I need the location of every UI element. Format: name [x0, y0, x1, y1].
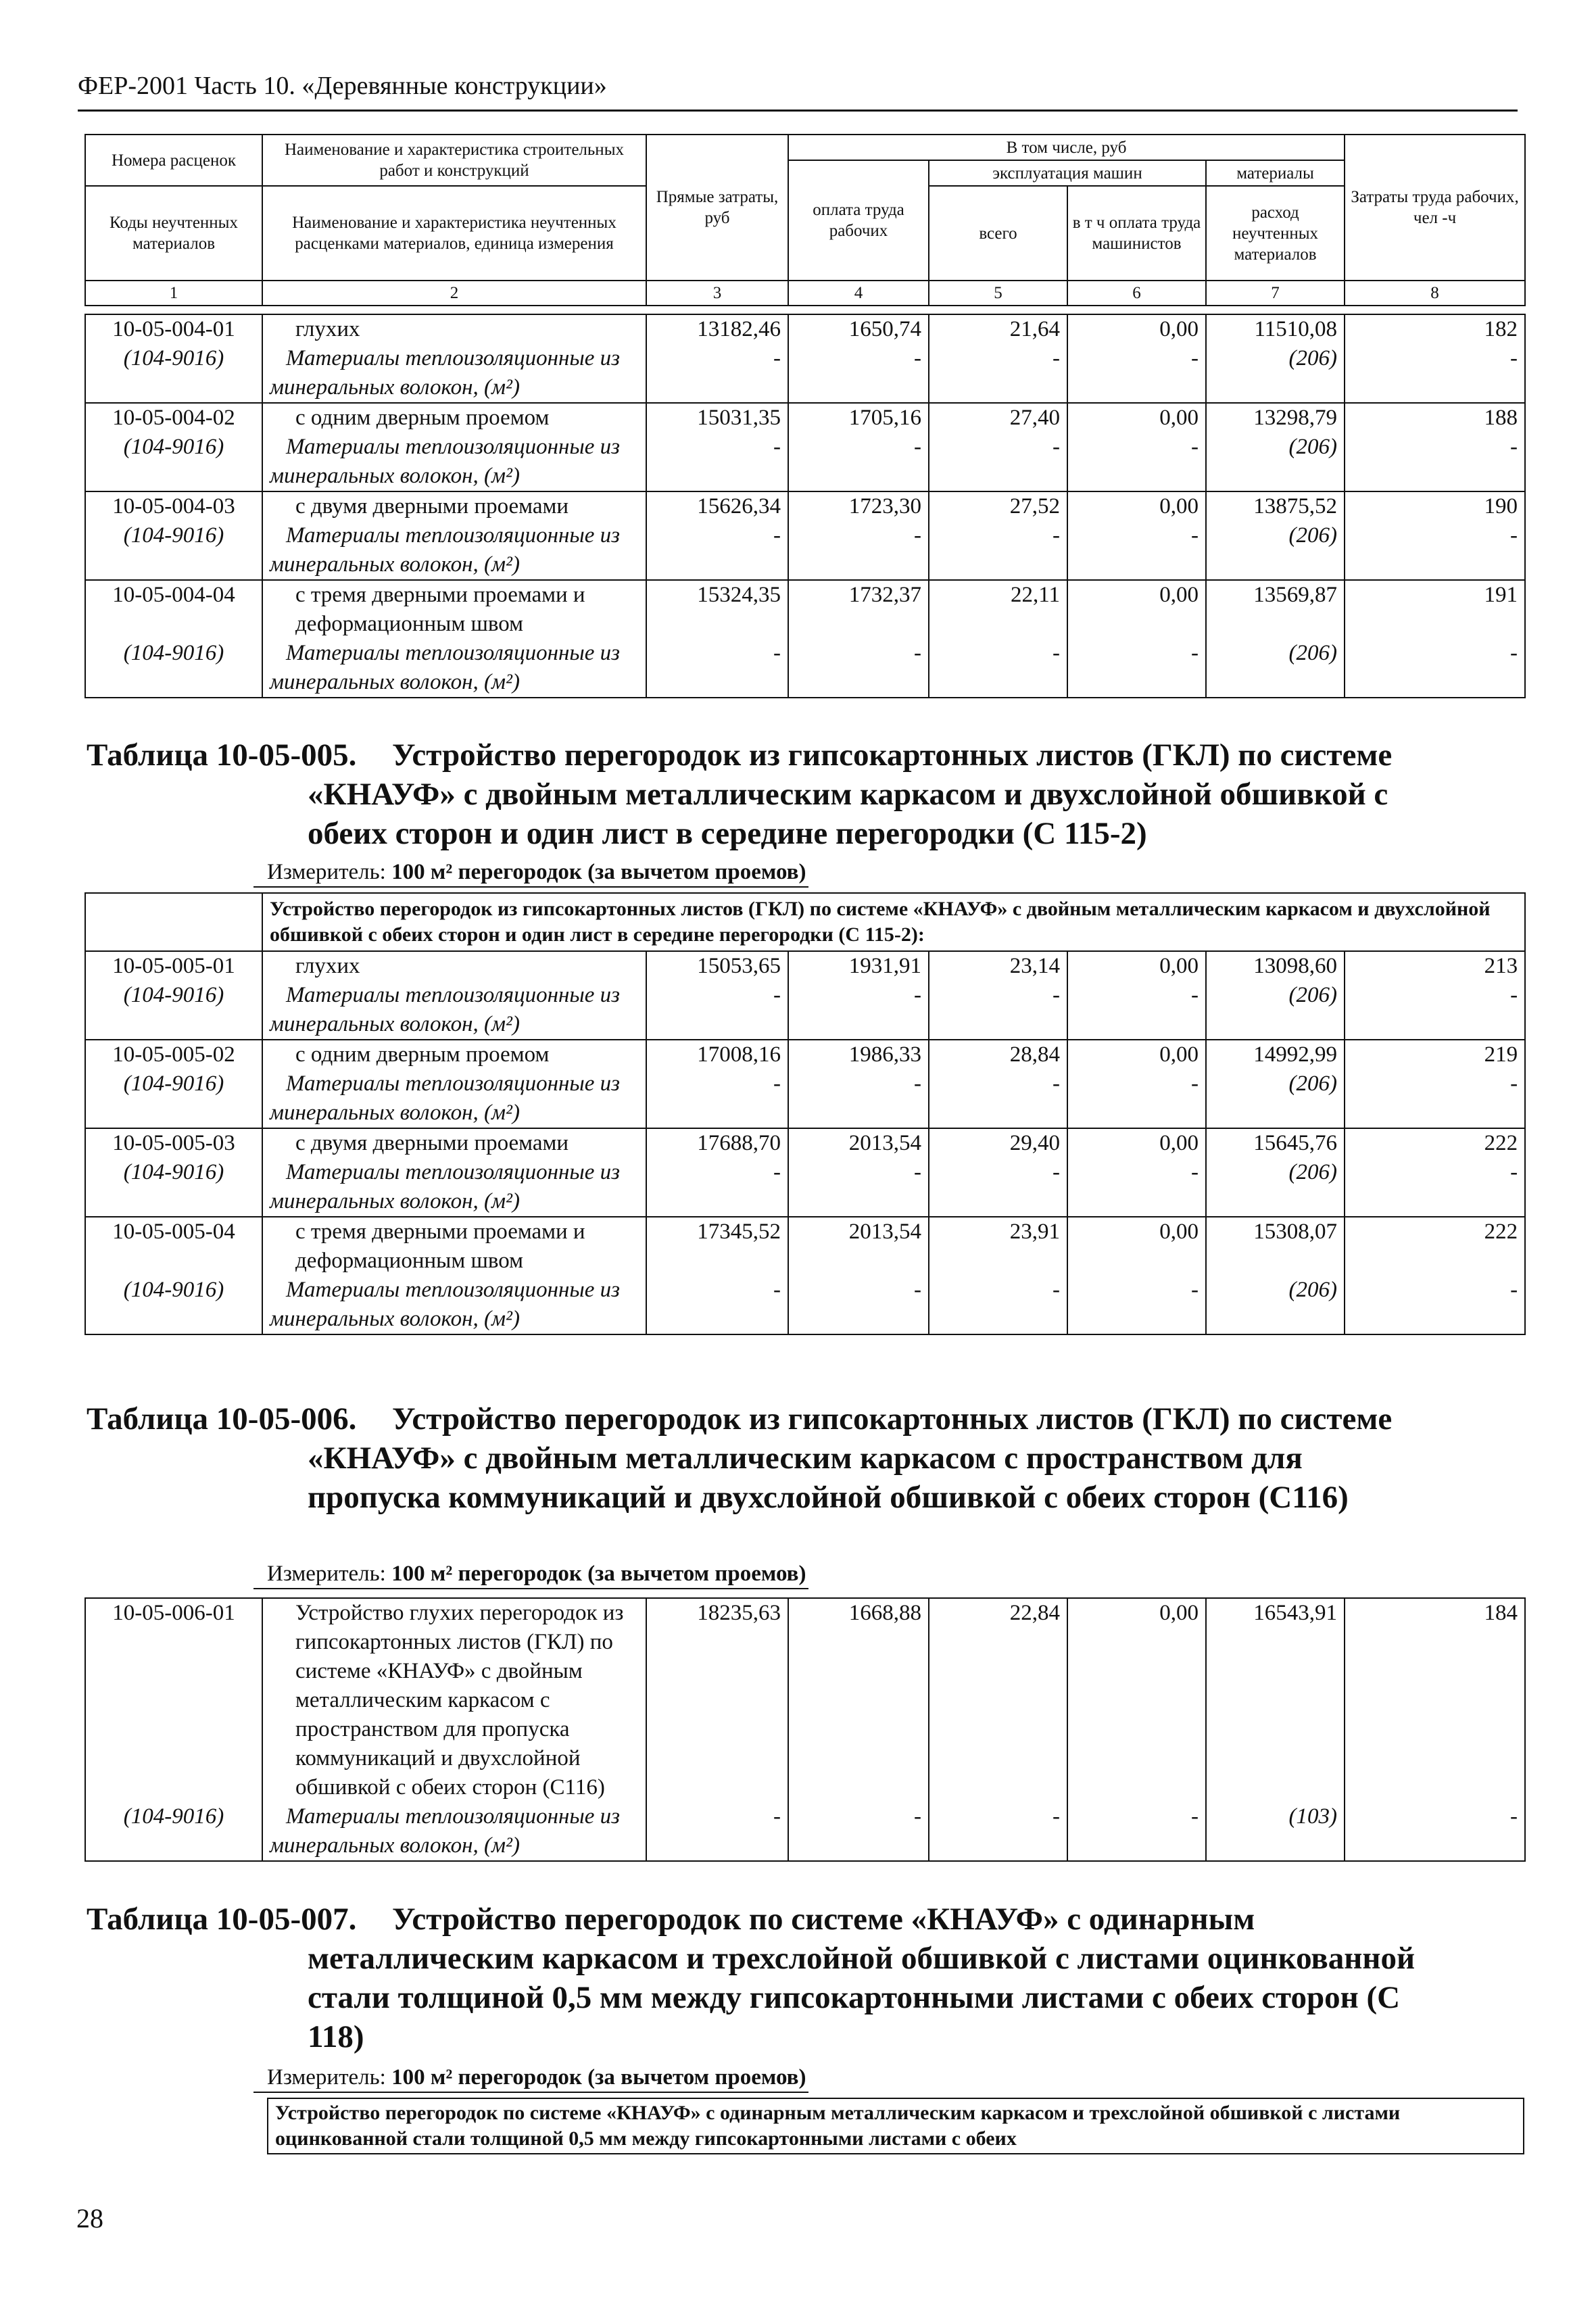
measure-prefix: Измеритель:: [267, 860, 392, 884]
material-usage: (206): [1206, 344, 1345, 403]
material-name: Материалы теплоизоляционные из минеральных волокон, (м²): [262, 1802, 646, 1861]
table-10-05-007: [267, 2098, 1524, 2154]
col-vtch: в т ч оплата труда машинистов: [1067, 186, 1206, 281]
measure-value: 100 м² перегородок (за вычетом проемов): [391, 1562, 806, 1586]
material-usage: (206): [1206, 639, 1345, 698]
col-naim2: Наименование и характеристика неучтенных расценками материалов, единица измерения: [262, 186, 646, 281]
machinists-dash: -: [1067, 1276, 1206, 1334]
hours-dash: -: [1345, 1069, 1525, 1128]
table-10-05-004: [84, 314, 1526, 698]
material-usage: (103): [1206, 1802, 1345, 1861]
material-usage: (206): [1206, 1069, 1345, 1128]
direct-dash: -: [646, 521, 788, 580]
col-oplata: оплата труда рабочих: [788, 160, 929, 281]
work-name: Устройство глухих перегородок из гипсокартонных листов (ГКЛ) по системе «КНАУФ» с двойным металлическим каркасом с пространством для пропуска коммуникаций и двухслойной обшивкой с обеих сторон (С116): [262, 1598, 646, 1802]
materials-cost: 15308,07: [1206, 1217, 1345, 1276]
direct-costs: 17008,16: [646, 1040, 788, 1069]
table-row: [85, 580, 1525, 639]
col-rashod: расход неучтенных материалов: [1206, 186, 1345, 281]
table-row: [85, 1128, 1525, 1158]
hours-dash: -: [1345, 1802, 1525, 1861]
direct-dash: -: [646, 1158, 788, 1217]
table-row: [85, 951, 1525, 981]
rate-code: 10-05-004-01: [85, 314, 262, 344]
table-row: [85, 1040, 1525, 1069]
labor-pay: 1723,30: [788, 491, 929, 521]
machinists-dash: -: [1067, 639, 1206, 698]
labor-dash: -: [788, 1276, 929, 1334]
col-pryamye: Прямые затраты, руб: [646, 135, 788, 281]
labor-dash: -: [788, 344, 929, 403]
material-usage: (206): [1206, 521, 1345, 580]
col-num-1: 1: [85, 281, 262, 306]
labor-hours: 222: [1345, 1217, 1525, 1276]
machines-dash: -: [929, 344, 1067, 403]
direct-dash: -: [646, 639, 788, 698]
rows-004: [85, 314, 1525, 698]
col-kody: Коды неучтенных материалов: [85, 186, 262, 281]
materials-cost: 11510,08: [1206, 314, 1345, 344]
work-name: с одним дверным проемом: [262, 1040, 646, 1069]
labor-hours: 184: [1345, 1598, 1525, 1802]
rate-code: 10-05-004-04: [85, 580, 262, 639]
table-desc: Устройство перегородок из гипсокартонных листов (ГКЛ) по системе «КНАУФ» с двойным металлическим каркасом и двухслойной обшивкой с обеих сторон и один лист в середине перегородки (С 115-2):: [262, 893, 1525, 951]
hours-dash: -: [1345, 639, 1525, 698]
machines-total: 22,84: [929, 1598, 1067, 1802]
machines-total: 22,11: [929, 580, 1067, 639]
machinists-dash: -: [1067, 1802, 1206, 1861]
hours-dash: -: [1345, 521, 1525, 580]
machinists-dash: -: [1067, 1158, 1206, 1217]
column-header-table: [84, 134, 1526, 306]
machines-dash: -: [929, 521, 1067, 580]
col-naim: Наименование и характеристика строительных работ и конструкций: [262, 135, 646, 186]
direct-dash: -: [646, 981, 788, 1040]
rate-code: 10-05-005-04: [85, 1217, 262, 1276]
rate-code: 10-05-006-01: [85, 1598, 262, 1802]
work-name: с тремя дверными проемами и деформационным швом: [262, 580, 646, 639]
table-label: Таблица 10-05-007.: [87, 1902, 357, 1937]
materials-cost: 15645,76: [1206, 1128, 1345, 1158]
hours-dash: -: [1345, 433, 1525, 491]
direct-costs: 17345,52: [646, 1217, 788, 1276]
col-num-3: 3: [646, 281, 788, 306]
direct-costs: 18235,63: [646, 1598, 788, 1802]
material-code: (104-9016): [85, 1802, 262, 1861]
page-header: ФЕР-2001 Часть 10. «Деревянные конструкции»: [78, 72, 607, 100]
labor-dash: -: [788, 981, 929, 1040]
machinists-pay: 0,00: [1067, 314, 1206, 344]
hours-dash: -: [1345, 1276, 1525, 1334]
material-code: (104-9016): [85, 1276, 262, 1334]
machines-dash: -: [929, 1276, 1067, 1334]
machinists-dash: -: [1067, 1069, 1206, 1128]
labor-hours: 188: [1345, 403, 1525, 433]
table-row-material: [85, 521, 1525, 580]
direct-dash: -: [646, 1069, 788, 1128]
direct-costs: 17688,70: [646, 1128, 788, 1158]
direct-dash: -: [646, 1276, 788, 1334]
machines-total: 23,91: [929, 1217, 1067, 1276]
direct-costs: 15053,65: [646, 951, 788, 981]
table-10-05-005-title: [87, 735, 1526, 857]
labor-dash: -: [788, 521, 929, 580]
machines-dash: -: [929, 981, 1067, 1040]
labor-dash: -: [788, 1069, 929, 1128]
machinists-pay: 0,00: [1067, 1040, 1206, 1069]
labor-dash: -: [788, 433, 929, 491]
col-vtom: В том числе, руб: [788, 135, 1345, 160]
materials-cost: 13875,52: [1206, 491, 1345, 521]
table-title-text: Устройство перегородок по системе «КНАУФ» с одинарным металлическим каркасом и трехслойной обшивкой с листами оцинкованной стали толщиной 0,5 мм между гипсокартонными листами с обеих сторон (С 118): [308, 1902, 1416, 2054]
table-row-material: [85, 1069, 1525, 1128]
col-num-7: 7: [1206, 281, 1345, 306]
table-row-material: [85, 1158, 1525, 1217]
machinists-dash: -: [1067, 433, 1206, 491]
machinists-pay: 0,00: [1067, 1217, 1206, 1276]
machinists-dash: -: [1067, 344, 1206, 403]
material-usage: (206): [1206, 1158, 1345, 1217]
header-rule: [78, 110, 1518, 112]
machines-dash: -: [929, 1069, 1067, 1128]
table-row-material: [85, 344, 1525, 403]
work-name: с тремя дверными проемами и деформационным швом: [262, 1217, 646, 1276]
table-row-material: [85, 981, 1525, 1040]
labor-pay: 2013,54: [788, 1217, 929, 1276]
machinists-pay: 0,00: [1067, 491, 1206, 521]
work-name: с одним дверным проемом: [262, 403, 646, 433]
table-title-text: Устройство перегородок из гипсокартонных листов (ГКЛ) по системе «КНАУФ» с двойным металлическим каркасом и двухслойной обшивкой с обеих сторон и один лист в середине перегородки (С 115-2): [308, 738, 1393, 851]
material-code: (104-9016): [85, 981, 262, 1040]
material-name: Материалы теплоизоляционные из минеральных волокон, (м²): [262, 639, 646, 698]
col-materialy: материалы: [1206, 160, 1345, 186]
table-title-text: Устройство перегородок из гипсокартонных листов (ГКЛ) по системе «КНАУФ» с двойным металлическим каркасом с пространством для пропуска коммуникаций и двухслойной обшивкой с обеих сторон (С116): [308, 1401, 1393, 1515]
machines-dash: -: [929, 433, 1067, 491]
table-10-05-006: [84, 1597, 1526, 1862]
hours-dash: -: [1345, 981, 1525, 1040]
table-row-material: [85, 639, 1525, 698]
measure-value: 100 м² перегородок (за вычетом проемов): [391, 860, 806, 884]
labor-pay: 1705,16: [788, 403, 929, 433]
col-vsego: всего: [929, 186, 1067, 281]
labor-pay: 1732,37: [788, 580, 929, 639]
labor-hours: 219: [1345, 1040, 1525, 1069]
table-10-05-007-measure: [267, 2065, 806, 2090]
material-usage: (206): [1206, 1276, 1345, 1334]
material-name: Материалы теплоизоляционные из минеральных волокон, (м²): [262, 981, 646, 1040]
material-code: (104-9016): [85, 344, 262, 403]
machines-total: 21,64: [929, 314, 1067, 344]
material-name: Материалы теплоизоляционные из минеральных волокон, (м²): [262, 433, 646, 491]
machinists-pay: 0,00: [1067, 1128, 1206, 1158]
table-label: Таблица 10-05-006.: [87, 1401, 357, 1437]
material-usage: (206): [1206, 981, 1345, 1040]
table-10-05-006-measure: [267, 1562, 806, 1587]
machines-dash: -: [929, 639, 1067, 698]
hours-dash: -: [1345, 1158, 1525, 1217]
material-code: (104-9016): [85, 639, 262, 698]
labor-pay: 1986,33: [788, 1040, 929, 1069]
direct-dash: -: [646, 433, 788, 491]
material-code: (104-9016): [85, 1069, 262, 1128]
work-name: глухих: [262, 314, 646, 344]
machines-total: 29,40: [929, 1128, 1067, 1158]
rate-code: 10-05-004-02: [85, 403, 262, 433]
labor-dash: -: [788, 1158, 929, 1217]
rows-005: [85, 951, 1525, 1334]
machines-total: 27,40: [929, 403, 1067, 433]
materials-cost: 13098,60: [1206, 951, 1345, 981]
table-10-05-005-measure: [267, 860, 806, 885]
material-name: Материалы теплоизоляционные из минеральных волокон, (м²): [262, 344, 646, 403]
materials-cost: 16543,91: [1206, 1598, 1345, 1802]
material-name: Материалы теплоизоляционные из минеральных волокон, (м²): [262, 1158, 646, 1217]
machines-total: 28,84: [929, 1040, 1067, 1069]
col-num-5: 5: [929, 281, 1067, 306]
col-num-8: 8: [1345, 281, 1525, 306]
table-row: [85, 1598, 1525, 1802]
table-row: [85, 1217, 1525, 1276]
table-row: [85, 314, 1525, 344]
material-code: (104-9016): [85, 433, 262, 491]
work-name: с двумя дверными проемами: [262, 1128, 646, 1158]
material-name: Материалы теплоизоляционные из минеральных волокон, (м²): [262, 521, 646, 580]
labor-pay: 2013,54: [788, 1128, 929, 1158]
measure-prefix: Измеритель:: [267, 2065, 392, 2090]
labor-dash: -: [788, 1802, 929, 1861]
table-10-05-007-title: [87, 1900, 1526, 2062]
rate-code: 10-05-004-03: [85, 491, 262, 521]
rate-code: 10-05-005-03: [85, 1128, 262, 1158]
material-name: Материалы теплоизоляционные из минеральных волокон, (м²): [262, 1069, 646, 1128]
material-code: (104-9016): [85, 1158, 262, 1217]
labor-hours: 213: [1345, 951, 1525, 981]
materials-cost: 13569,87: [1206, 580, 1345, 639]
direct-dash: -: [646, 344, 788, 403]
labor-hours: 222: [1345, 1128, 1525, 1158]
col-nomera: Номера расценок: [85, 135, 262, 186]
materials-cost: 14992,99: [1206, 1040, 1345, 1069]
machines-total: 27,52: [929, 491, 1067, 521]
col-zatraty: Затраты труда рабочих, чел -ч: [1345, 135, 1525, 281]
col-ekspl: эксплуатация машин: [929, 160, 1206, 186]
hours-dash: -: [1345, 344, 1525, 403]
work-name: глухих: [262, 951, 646, 981]
labor-hours: 190: [1345, 491, 1525, 521]
machinists-pay: 0,00: [1067, 580, 1206, 639]
labor-dash: -: [788, 639, 929, 698]
material-name: Материалы теплоизоляционные из минеральных волокон, (м²): [262, 1276, 646, 1334]
material-code: (104-9016): [85, 521, 262, 580]
rate-code: 10-05-005-01: [85, 951, 262, 981]
machines-dash: -: [929, 1802, 1067, 1861]
machinists-pay: 0,00: [1067, 1598, 1206, 1802]
machinists-pay: 0,00: [1067, 403, 1206, 433]
table-desc: Устройство перегородок по системе «КНАУФ» с одинарным металлическим каркасом и трехслойной обшивкой с листами оцинкованной стали толщиной 0,5 мм между гипсокартонными листами с обеих: [268, 2098, 1524, 2154]
table-10-05-006-title: [87, 1399, 1526, 1562]
table-row: [85, 403, 1525, 433]
page-number: 28: [76, 2203, 103, 2234]
work-name: с двумя дверными проемами: [262, 491, 646, 521]
measure-value: 100 м² перегородок (за вычетом проемов): [391, 2065, 806, 2090]
table-label: Таблица 10-05-005.: [87, 738, 357, 773]
measure-prefix: Измеритель:: [267, 1562, 392, 1586]
labor-pay: 1931,91: [788, 951, 929, 981]
direct-costs: 15626,34: [646, 491, 788, 521]
rate-code: 10-05-005-02: [85, 1040, 262, 1069]
direct-costs: 15031,35: [646, 403, 788, 433]
labor-hours: 182: [1345, 314, 1525, 344]
labor-pay: 1650,74: [788, 314, 929, 344]
labor-hours: 191: [1345, 580, 1525, 639]
table-row-material: [85, 1276, 1525, 1334]
machinists-dash: -: [1067, 981, 1206, 1040]
machines-dash: -: [929, 1158, 1067, 1217]
direct-costs: 13182,46: [646, 314, 788, 344]
table-row-material: [85, 1802, 1525, 1861]
direct-costs: 15324,35: [646, 580, 788, 639]
machinists-pay: 0,00: [1067, 951, 1206, 981]
table-row: [85, 491, 1525, 521]
col-num-6: 6: [1067, 281, 1206, 306]
materials-cost: 13298,79: [1206, 403, 1345, 433]
col-num-2: 2: [262, 281, 646, 306]
rows-006: [85, 1598, 1525, 1861]
labor-pay: 1668,88: [788, 1598, 929, 1802]
machines-total: 23,14: [929, 951, 1067, 981]
col-num-4: 4: [788, 281, 929, 306]
machinists-dash: -: [1067, 521, 1206, 580]
table-10-05-005: [84, 892, 1526, 1335]
table-row-material: [85, 433, 1525, 491]
material-usage: (206): [1206, 433, 1345, 491]
direct-dash: -: [646, 1802, 788, 1861]
